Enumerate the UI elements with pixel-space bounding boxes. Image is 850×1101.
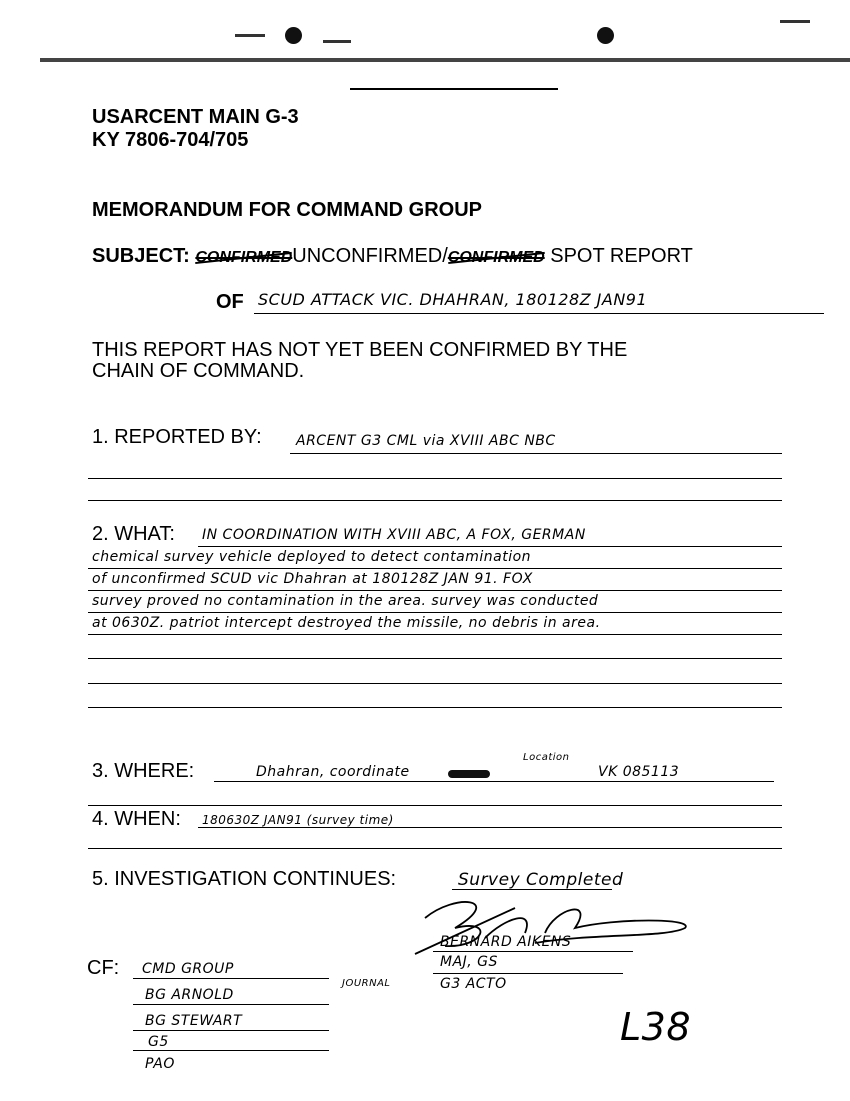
field-line	[88, 568, 782, 569]
punch-hole	[597, 27, 614, 44]
field-line	[88, 683, 782, 684]
field-line	[133, 1004, 329, 1005]
subject-label: SUBJECT:	[92, 245, 190, 267]
cf-item: BG ARNOLD	[145, 987, 234, 1003]
where-annotation: Location	[523, 752, 570, 763]
struck-text: CONFIRMED	[447, 249, 545, 266]
confirmation-notice	[92, 340, 627, 382]
investigation-label: 5. INVESTIGATION CONTINUES:	[92, 868, 397, 890]
struck-text: CONFIRMED	[195, 249, 293, 266]
office-phone: KY 7806-704/705	[92, 129, 249, 151]
field-line	[133, 1030, 329, 1031]
notice-line: THIS REPORT HAS NOT YET BEEN CONFIRMED BY THE	[92, 339, 628, 361]
signature-line	[433, 973, 623, 974]
journal-note: JOURNAL	[342, 978, 391, 989]
what-line: survey proved no contamination in the area. survey was conducted	[92, 593, 599, 609]
cf-item: BG STEWART	[145, 1013, 243, 1029]
of-underline	[254, 313, 824, 314]
reported-by-label: 1. REPORTED BY:	[92, 426, 262, 448]
cf-label: CF:	[87, 957, 120, 979]
field-line	[290, 453, 782, 454]
field-line	[88, 612, 782, 613]
field-line	[88, 500, 782, 501]
where-label: 3. WHERE:	[92, 760, 195, 782]
where-value: Dhahran, coordinate	[256, 764, 410, 780]
cf-item: CMD GROUP	[142, 961, 234, 977]
what-label: 2. WHAT:	[92, 523, 175, 545]
scan-smudge	[780, 20, 810, 23]
of-label: OF	[216, 291, 244, 313]
what-line: chemical survey vehicle deployed to detect contamination	[92, 549, 532, 565]
header-rule	[350, 88, 558, 90]
when-label: 4. WHEN:	[92, 808, 181, 830]
subject-end: SPOT REPORT	[550, 245, 693, 267]
field-line	[88, 658, 782, 659]
subject-middle: UNCONFIRMED/	[292, 245, 448, 267]
field-line	[198, 546, 782, 547]
scan-smudge	[323, 40, 351, 43]
field-line	[88, 707, 782, 708]
field-line	[88, 634, 782, 635]
cf-item: G5	[148, 1034, 169, 1050]
field-line	[214, 781, 774, 782]
scan-edge	[40, 58, 850, 62]
office-name: USARCENT MAIN G-3	[92, 106, 299, 128]
punch-hole	[285, 27, 302, 44]
where-grid: VK 085113	[598, 764, 680, 780]
field-line	[88, 805, 782, 806]
page-mark: L38	[620, 1005, 692, 1049]
what-line: IN COORDINATION WITH XVIII ABC, A FOX, GERMAN	[202, 527, 586, 543]
field-line	[133, 978, 329, 979]
subject-line	[92, 245, 693, 268]
memo-title: MEMORANDUM FOR COMMAND GROUP	[92, 199, 482, 221]
redaction-mark	[448, 770, 490, 778]
signature-line	[433, 951, 633, 952]
scan-smudge	[235, 34, 265, 37]
cf-item: PAO	[145, 1056, 175, 1072]
reported-by-value: ARCENT G3 CML via XVIII ABC NBC	[296, 433, 556, 449]
investigation-value: Survey Completed	[458, 870, 624, 890]
field-line	[133, 1050, 329, 1051]
field-line	[198, 827, 782, 828]
field-line	[88, 590, 782, 591]
signer-rank: MAJ, GS	[440, 954, 498, 970]
signer-title: G3 ACTO	[440, 976, 507, 992]
notice-line: CHAIN OF COMMAND.	[92, 360, 305, 382]
signer-name: BERNARD AIKENS	[440, 934, 572, 950]
what-line: at 0630Z. patriot intercept destroyed the missile, no debris in area.	[92, 615, 601, 631]
field-line	[88, 848, 782, 849]
of-value: SCUD ATTACK VIC. DHAHRAN, 180128Z JAN91	[258, 290, 648, 309]
field-line	[88, 478, 782, 479]
what-line: of unconfirmed SCUD vic Dhahran at 180128Z JAN 91. FOX	[92, 571, 533, 587]
when-value: 180630Z JAN91 (survey time)	[202, 813, 394, 827]
